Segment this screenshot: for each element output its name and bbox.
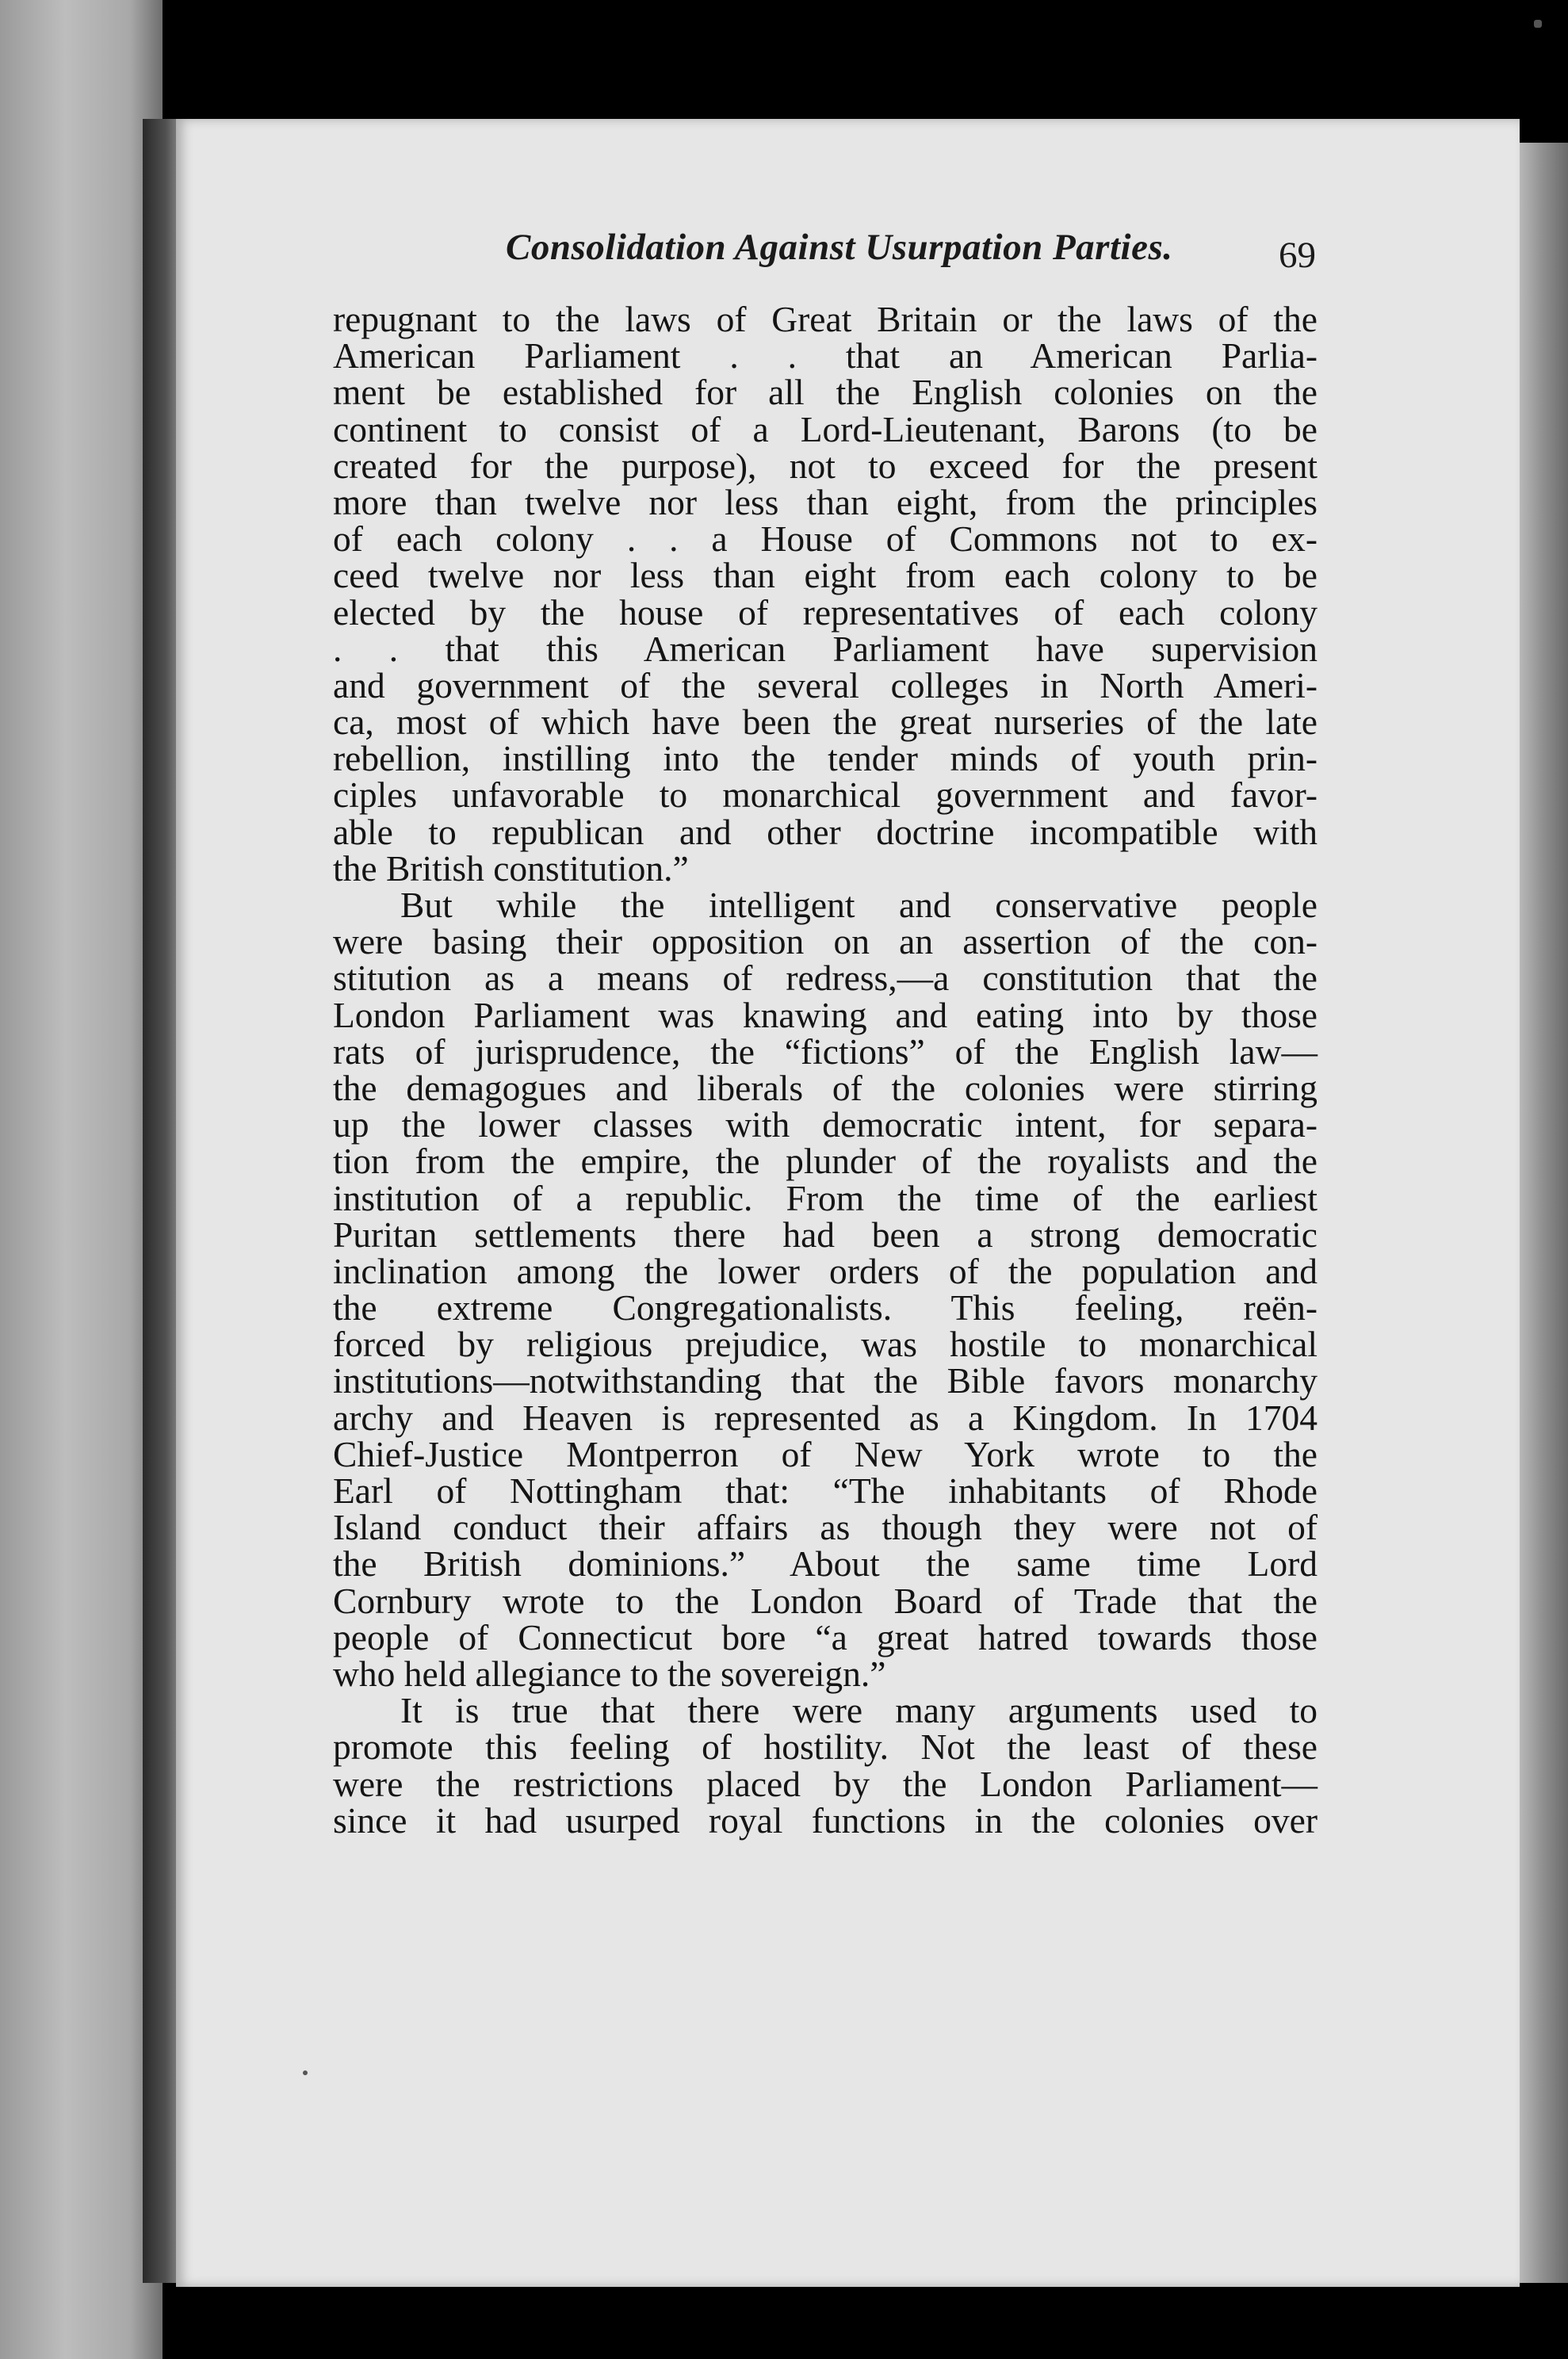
text-line: American Parliament . . that an American Parlia- [333, 335, 1318, 377]
text-line: forced by religious prejudice, was hostile to monarchical [333, 1324, 1318, 1365]
text-line: Puritan settlements there had been a strong democratic [333, 1214, 1318, 1255]
text-line: the demagogues and liberals of the colonies were stirring [333, 1067, 1318, 1108]
text-line: ceed twelve nor less than eight from each colony to be [333, 555, 1318, 596]
text-line: promote this feeling of hostility. Not the least of these [333, 1726, 1318, 1768]
text-line: tion from the empire, the plunder of the royalists and the [333, 1141, 1318, 1182]
text-line: institution of a republic. From the time of the earliest [333, 1177, 1318, 1218]
page-number: 69 [1279, 235, 1316, 276]
text-line: stitution as a means of redress,—a constitution that the [333, 958, 1318, 999]
text-line: Earl of Nottingham that: “The inhabitants of Rhode [333, 1470, 1318, 1511]
text-line: Chief-Justice Montperron of New York wrote to the [333, 1433, 1318, 1474]
text-line: able to republican and other doctrine incompatible with [333, 811, 1318, 852]
text-line: were basing their opposition on an assertion of the con- [333, 921, 1318, 962]
text-line: institutions—notwithstanding that the Bible favors monarchy [333, 1360, 1318, 1401]
text-line: rebellion, instilling into the tender minds of youth prin- [333, 738, 1318, 779]
text-line: people of Connecticut bore “a great hatred towards those [333, 1616, 1318, 1657]
paragraph-first-line: But while the intelligent and conservative people [400, 885, 1318, 925]
text-line: . . that this American Parliament have supervision [333, 628, 1318, 669]
text-line: Cornbury wrote to the London Board of Trade that the [333, 1580, 1318, 1621]
left-page-edge [0, 0, 163, 2359]
text-line: up the lower classes with democratic intent, for separa- [333, 1104, 1318, 1145]
text-line: Island conduct their affairs as though they were not of [333, 1507, 1318, 1548]
text-line: the British constitution.” [333, 847, 689, 889]
dust-speck [1534, 20, 1542, 28]
text-line: repugnant to the laws of Great Britain or the laws of the [333, 299, 1318, 339]
text-line: ciples unfavorable to monarchical government and favor- [333, 774, 1318, 816]
text-line: the extreme Congregationalists. This feeling, reën- [333, 1287, 1318, 1329]
text-line: the British dominions.” About the same time Lord [333, 1543, 1318, 1585]
text-line: and government of the several colleges in North Ameri- [333, 664, 1318, 705]
text-line: since it had usurped royal functions in the colonies over [333, 1799, 1318, 1841]
text-line: more than twelve nor less than eight, from the principles [333, 481, 1318, 522]
text-line: continent to consist of a Lord-Lieutenant, Barons (to be [333, 408, 1318, 449]
text-line: London Parliament was knawing and eating into by those [333, 994, 1318, 1035]
text-line: archy and Heaven is represented as a Kingdom. In 1704 [333, 1397, 1318, 1438]
body-text [333, 301, 1318, 1839]
text-line: elected by the house of representatives of each colony [333, 591, 1318, 633]
right-page-edge [1520, 143, 1568, 2283]
text-line: inclination among the lower orders of the population and [333, 1250, 1318, 1291]
text-line: ca, most of which have been the great nurseries of the late [333, 702, 1318, 743]
text-line: ment be established for all the English colonies on the [333, 372, 1318, 413]
text-line: were the restrictions placed by the London Parliament— [333, 1763, 1318, 1804]
text-line: of each colony . . a House of Commons not to ex- [333, 518, 1318, 560]
running-title: Consolidation Against Usurpation Parties. [506, 227, 1173, 268]
text-line: created for the purpose), not to exceed for the present [333, 445, 1318, 486]
paragraph-first-line: It is true that there were many arguments used to [400, 1690, 1318, 1731]
page-header [333, 226, 1316, 289]
spine-shadow [143, 119, 181, 2283]
dust-speck [303, 2070, 308, 2075]
text-line: who held allegiance to the sovereign.” [333, 1653, 886, 1694]
text-line: rats of jurisprudence, the “fictions” of the English law— [333, 1030, 1318, 1072]
